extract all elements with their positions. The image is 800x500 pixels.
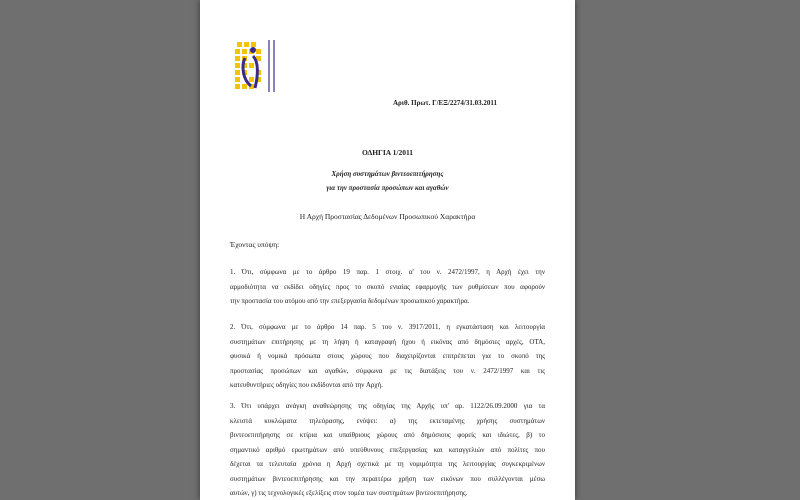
document-subtitle-line1: Χρήση συστημάτων βιντεοεπιτήρησης <box>331 170 444 178</box>
paragraph-3 <box>230 399 545 500</box>
paragraph-line: την προστασία του ατόμου από την επεξεργασία δεδομένων προσωπικού χαρακτήρα. <box>230 297 470 305</box>
document-subtitle-line2: για την προστασία προσώπων και αγαθών <box>326 184 449 192</box>
paragraph-line: δέχεται τα τελευταία χρόνια η Αρχή σχετικά με τη νομιμότητα της λειτουργίας συγκεκριμένων <box>230 460 545 468</box>
paragraph-line: φυσικά ή νομικά πρόσωπα στους χώρους που διαχειρίζονται επιτρέπεται για το σκοπό της <box>230 352 545 360</box>
paragraph-line: 1. Ότι, σύμφωνα με το άρθρο 19 παρ. 1 στοιχ. α' του ν. 2472/1997, η Αρχή έχει την <box>230 268 545 276</box>
intro-text: Έχοντας υπόψη: <box>230 240 280 249</box>
paragraph-2 <box>230 320 545 393</box>
authority-logo <box>231 36 291 100</box>
document-page <box>200 0 575 500</box>
paragraph-line: συστημάτων βιντεοεπιτήρησης και την περαιτέρω χρήση των εικόνων που συλλέγονται μέσω <box>230 474 545 483</box>
paragraph-line: κατευθυντήριες οδηγίες που εκδίδονται από την Αρχή. <box>230 381 383 389</box>
paragraph-line: 3. Ότι υπάρχει ανάγκη αναθεώρησης της οδηγίας της Αρχής υπ' αρ. 1122/26.09.2000 για τα <box>230 402 545 410</box>
paragraph-line: προστασίας προσώπων και αγαθών, σύμφωνα με τις διατάξεις του ν. 2472/1997 και τις <box>230 366 545 375</box>
paragraph-line: 2. Ότι, σύμφωνα με το άρθρο 14 παρ. 5 του ν. 3917/2011, η εγκατάσταση και λειτουργία <box>230 323 545 331</box>
paragraph-line: κλειστά κυκλώματα τηλεόρασης, ενόψει: α) της εκτεταμένης χρήσης συστημάτων <box>230 416 545 425</box>
protocol-number: Αριθ. Πρωτ. Γ/ΕΞ/2274/31.03.2011 <box>393 99 497 107</box>
paragraph-line: βιντεοεπιτήρησης σε κτίρια και υπαίθριους χώρους από δημόσιους φορείς και ιδιώτες, β) το <box>230 431 545 439</box>
paragraph-line: αυτών, γ) τις τεχνολογικές εξελίξεις στον τομέα των συστημάτων βιντεοεπιτήρησης. <box>230 489 468 497</box>
document-heading: ΟΔΗΓΙΑ 1/2011 <box>361 148 414 157</box>
paragraph-line: σημαντικό αριθμό ερωτημάτων από υπεύθυνους επεξεργασίας και καταγγελιών από πολίτες που <box>230 445 545 454</box>
logo-graphic <box>231 36 291 100</box>
paragraph-line: συστημάτων επιτήρησης με τη λήψη ή καταγραφή ήχου ή εικόνας από δημόσιες αρχές, ΟΤΑ, <box>230 337 545 346</box>
paragraph-1 <box>230 265 545 309</box>
authority-name: Η Αρχή Προστασίας Δεδομένων Προσωπικού Χαρακτήρα <box>299 212 476 221</box>
paragraph-line: αρμοδιότητα να εκδίδει οδηγίες προς το σκοπό ενιαίας εφαρμογής των ρυθμίσεων που αφορούν <box>230 282 545 291</box>
